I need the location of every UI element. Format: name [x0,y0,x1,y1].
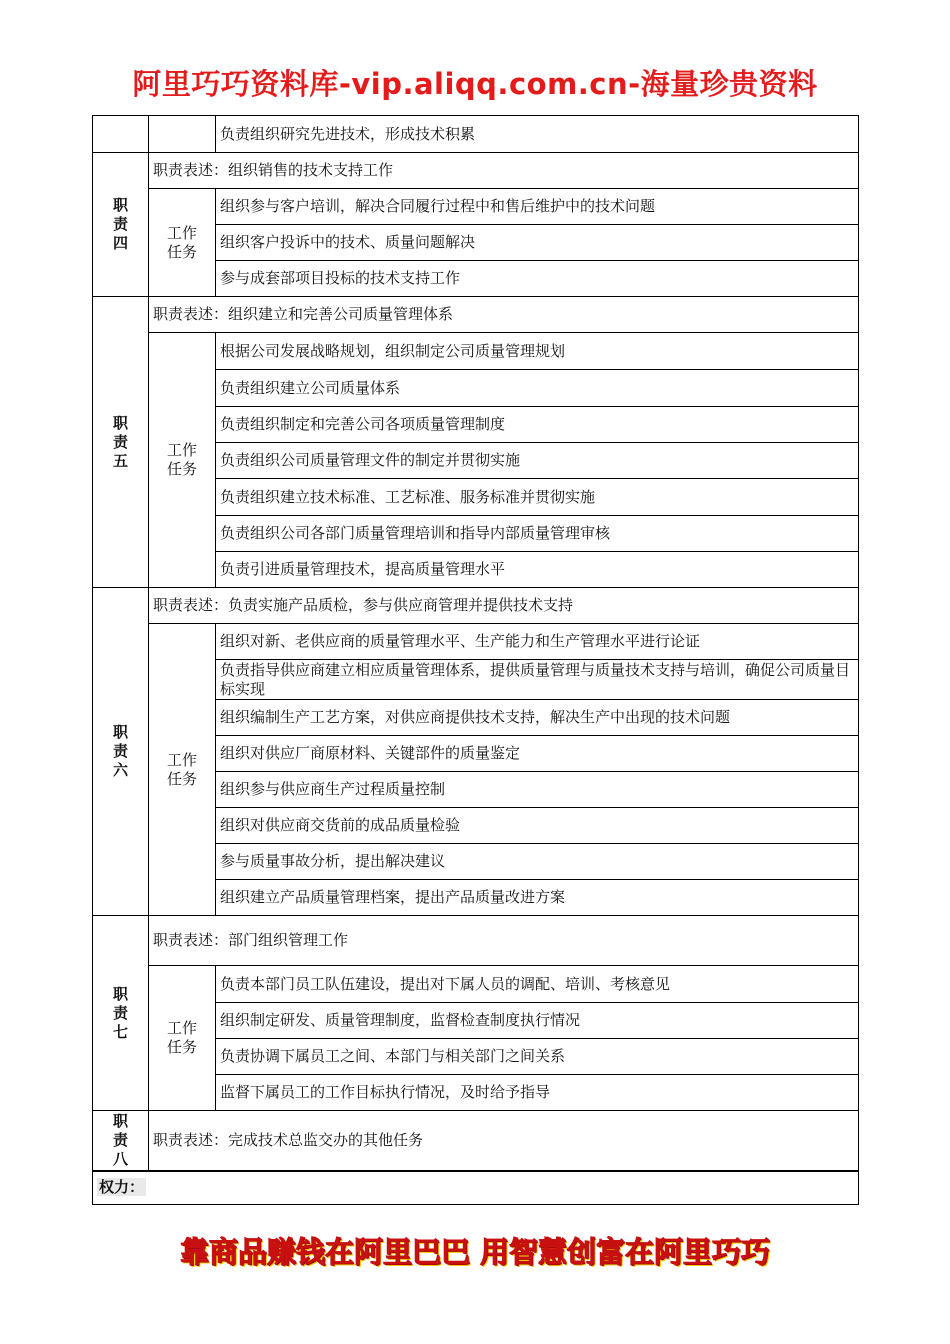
task-item: 组织参与供应商生产过程质量控制 [216,772,859,808]
empty-cell [93,116,149,153]
duty-label-text: 职责七 [112,984,128,1041]
duty-description [149,153,859,189]
duty-label-text: 职责五 [112,413,128,470]
duty-table [92,115,859,1205]
empty-cell [149,116,216,153]
duty-label [93,153,149,297]
task-item: 负责组织制定和完善公司各项质量管理制度 [216,407,859,443]
task-item: 参与质量事故分析，提出解决建议 [216,844,859,880]
duty-label [93,297,149,588]
task-label [149,624,216,916]
duty-description [149,588,859,624]
desc-prefix: 职责表述： [153,1130,229,1149]
task-item: 参与成套部项目投标的技术支持工作 [216,261,859,297]
power-row [93,1171,859,1205]
task-item: 组织对新、老供应商的质量管理水平、生产能力和生产管理水平进行论证 [216,624,859,660]
task-item: 负责本部门员工队伍建设，提出对下属人员的调配、培训、考核意见 [216,966,859,1003]
continuation-row [93,116,859,153]
task-item: 负责协调下属员工之间、本部门与相关部门之间关系 [216,1039,859,1075]
power-label-text: 权力： [99,1178,145,1197]
duty-description [149,916,859,966]
duty-label-text: 职责六 [112,723,128,779]
task-item: 负责组织研究先进技术，形成技术积累 [216,116,859,153]
task-item: 根据公司发展战略规划，组织制定公司质量管理规划 [216,333,859,370]
duty-desc-row [93,588,859,624]
duty-desc-row [93,153,859,189]
duty-label [93,588,149,916]
duty-label [93,1111,149,1171]
task-item: 负责组织公司各部门质量管理培训和指导内部质量管理审核 [216,516,859,552]
desc-prefix: 职责表述： [153,161,229,179]
desc-text: 负责实施产品质检，参与供应商管理并提供技术支持 [228,596,574,614]
task-label-text: 工作任务 [166,1019,197,1056]
task-item: 组织制定研发、质量管理制度，监督检查制度执行情况 [216,1003,859,1039]
task-item: 组织对供应厂商原材料、关键部件的质量鉴定 [216,736,859,772]
task-label [149,333,216,588]
task-label-text: 工作任务 [166,223,197,261]
desc-prefix: 职责表述： [153,305,229,323]
duty-label-text: 职责四 [112,196,128,252]
task-label-text: 工作任务 [166,750,197,788]
desc-text: 部门组织管理工作 [228,931,349,949]
task-item: 负责引进质量管理技术，提高质量管理水平 [216,552,859,588]
desc-text: 组织建立和完善公司质量管理体系 [228,305,454,323]
task-item: 组织建立产品质量管理档案，提出产品质量改进方案 [216,880,859,916]
footer-banner: 靠商品赚钱在阿里巴巴 用智慧创富在阿里巧巧 [179,1235,771,1269]
duty-desc-row [93,1111,859,1171]
header-banner: 阿里巧巧资料库-vip.aliqq.com.cn-海量珍贵资料 [132,67,818,101]
task-item: 组织编制生产工艺方案，对供应商提供技术支持，解决生产中出现的技术问题 [216,700,859,736]
duty-description [149,297,859,333]
task-row [93,333,859,370]
power-label [93,1171,859,1205]
task-item: 负责组织公司质量管理文件的制定并贯彻实施 [216,443,859,479]
task-row [93,189,859,225]
desc-prefix: 职责表述： [153,596,229,614]
task-item: 监督下属员工的工作目标执行情况，及时给予指导 [216,1075,859,1111]
desc-text: 组织销售的技术支持工作 [228,161,394,179]
task-item: 组织客户投诉中的技术、质量问题解决 [216,225,859,261]
duty-label [93,916,149,1111]
task-label-text: 工作任务 [166,441,197,478]
duty-table-body [93,116,859,1205]
task-item: 负责指导供应商建立相应质量管理体系，提供质量管理与质量技术支持与培训，确促公司质量目标实现 [216,660,859,700]
task-item: 负责组织建立技术标准、工艺标准、服务标准并贯彻实施 [216,479,859,516]
task-row [93,966,859,1003]
task-item: 负责组织建立公司质量体系 [216,370,859,407]
duty-desc-row [93,297,859,333]
duty-label-text: 职责八 [112,1111,128,1168]
task-label [149,966,216,1111]
duty-desc-row [93,916,859,966]
task-item: 组织对供应商交货前的成品质量检验 [216,808,859,844]
desc-text: 完成技术总监交办的其他任务 [228,1130,424,1149]
duty-description [149,1111,859,1171]
task-item: 组织参与客户培训，解决合同履行过程中和售后维护中的技术问题 [216,189,859,225]
desc-prefix: 职责表述： [153,931,229,949]
task-row [93,624,859,660]
task-label [149,189,216,297]
